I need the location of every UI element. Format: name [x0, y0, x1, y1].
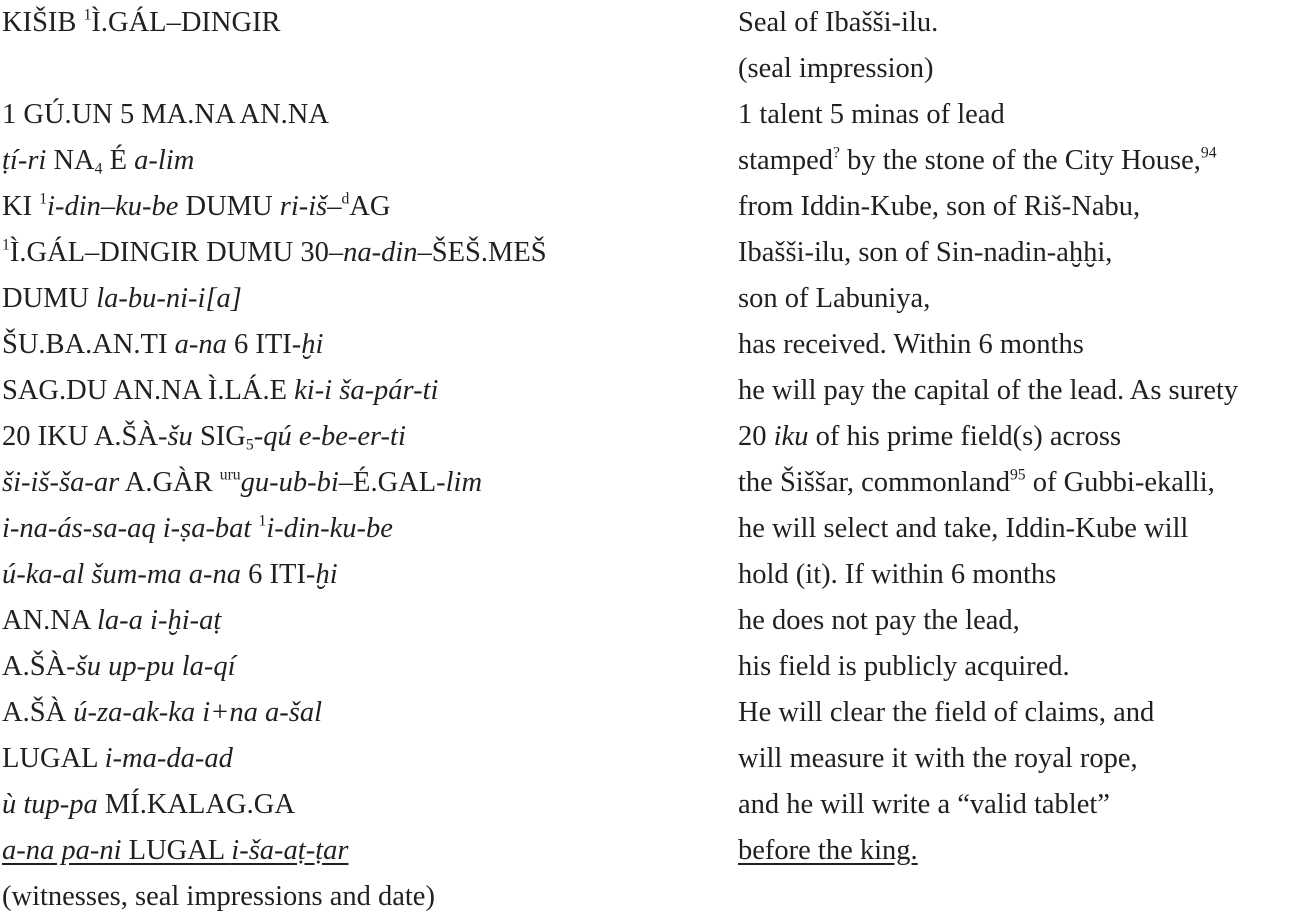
text: 6 ITI-	[226, 329, 302, 360]
translit-line-9	[2, 368, 722, 414]
translit-line-15	[2, 644, 722, 690]
translation-line-5: from Iddin-Kube, son of Riš-Nabu,	[738, 191, 1141, 222]
translation-line-8: has received. Within 6 months	[738, 329, 1084, 360]
italic-text: šu	[167, 421, 193, 452]
text: ŠU.BA.AN.TI	[2, 329, 175, 360]
translit-line-8	[2, 322, 722, 368]
italic-text: ḫi	[315, 559, 338, 590]
text: Ì.GÁL–DINGIR	[91, 7, 281, 38]
text: stamped	[738, 145, 833, 176]
italic-text: ṭí-ri	[2, 145, 47, 176]
italic-text: ù tup-pa	[2, 789, 98, 820]
italic-text: la-bu-ni-i[a]	[96, 283, 242, 314]
translit-line-16	[2, 690, 722, 736]
translation-line-13: hold (it). If within 6 months	[738, 559, 1057, 590]
italic-text: ši-iš-ša-ar	[2, 467, 120, 498]
italic-text: a-lim	[134, 145, 195, 176]
superscript: uru	[219, 466, 241, 484]
text: LUGAL	[2, 743, 105, 774]
italic-text: ki-i ša-pár-ti	[294, 375, 439, 406]
text: (witnesses, seal impressions and date)	[2, 881, 435, 912]
translation-line-14: he does not pay the lead,	[738, 605, 1020, 636]
translation-line-12: he will select and take, Iddin-Kube will	[738, 513, 1189, 544]
translit-line-14	[2, 598, 722, 644]
superscript: 1	[258, 512, 267, 530]
text: 20 IKU A.ŠÀ-	[2, 421, 168, 452]
italic-text: ḫi	[301, 329, 324, 360]
superscript: 1	[2, 236, 10, 254]
translation-line-2: (seal impression)	[738, 53, 934, 84]
text: 20	[738, 421, 774, 452]
italic-text: i-na-ás-sa-aq i-ṣa-bat	[2, 513, 259, 544]
italic-text: i-din-ku-be	[266, 513, 393, 544]
italic-text: qú e-be-er-ti	[263, 421, 406, 452]
footnote-mark: 95	[1009, 466, 1026, 484]
translation-line-4	[738, 138, 1311, 184]
translit-line-18	[2, 782, 722, 828]
superscript: d	[341, 190, 350, 208]
text: MÍ.KALAG.GA	[97, 789, 295, 820]
translation-line-1: Seal of Ibašši-ilu.	[738, 7, 939, 38]
text: -	[253, 421, 264, 452]
translation-column	[738, 0, 1311, 874]
text: KI	[2, 191, 40, 222]
italic-text: šu up-pu la-qí	[75, 651, 236, 682]
transliteration-column	[2, 0, 722, 920]
text: NA	[46, 145, 95, 176]
italic-text: a-na	[174, 329, 227, 360]
text: –	[327, 191, 342, 222]
translit-line-10	[2, 414, 722, 460]
italic-text: i-din–ku-be	[47, 191, 179, 222]
subscript: 4	[94, 160, 103, 178]
translation-line-9: he will pay the capital of the lead. As surety	[738, 375, 1239, 406]
translit-line-6	[2, 230, 722, 276]
italic-text: ú-za-ak-ka i+na a-šal	[73, 697, 323, 728]
italic-text: lim	[445, 467, 483, 498]
translation-line-3: 1 talent 5 minas of lead	[738, 99, 1005, 130]
italic-text: la-a i-ḫi-aṭ	[97, 605, 222, 636]
translation-line-18: and he will write a “valid tablet”	[738, 789, 1110, 820]
translit-line-11	[2, 460, 722, 506]
italic-text: gu-ub-bi	[240, 467, 339, 498]
text: 1 GÚ.UN 5 MA.NA AN.NA	[2, 99, 329, 130]
text: of Gubbi-ekalli,	[1025, 467, 1215, 498]
text: A.ŠÀ-	[2, 651, 76, 682]
text: 6 ITI-	[241, 559, 316, 590]
text: AN.NA	[2, 605, 98, 636]
text: A.GÀR	[119, 467, 220, 498]
italic-text: ú-ka-al šum-ma a-na	[2, 559, 242, 590]
text: SAG.DU AN.NA Ì.LÁ.E	[2, 375, 295, 406]
text: A.ŠÀ	[2, 697, 74, 728]
text: by the stone of the City House,	[839, 145, 1201, 176]
superscript: 1	[39, 190, 48, 208]
text: DUMU	[2, 283, 97, 314]
text: Ì.GÁL–DINGIR DUMU 30–	[9, 237, 344, 268]
text: –É.GAL-	[338, 467, 446, 498]
superscript: ?	[832, 144, 840, 162]
text: AG	[349, 191, 391, 222]
text: of his prime field(s) across	[808, 421, 1122, 452]
translation-line-19: before the king.	[738, 835, 918, 866]
text: the Šiššar, commonland	[738, 467, 1010, 498]
translation-line-11	[738, 460, 1311, 506]
translation-line-7: son of Labuniya,	[738, 283, 931, 314]
text: SIG	[192, 421, 246, 452]
translit-line-12	[2, 506, 722, 552]
italic-text: na-din	[343, 237, 418, 268]
text: KIŠIB	[2, 7, 84, 38]
translit-line-5	[2, 184, 722, 230]
translation-line-6: Ibašši-ilu, son of Sin-nadin-aḫḫi,	[738, 237, 1113, 268]
translit-line-1	[2, 0, 722, 46]
translation-line-17: will measure it with the royal rope,	[738, 743, 1138, 774]
underlined-italic-text: a-na pa-ni	[2, 835, 122, 866]
subscript: 5	[245, 436, 254, 454]
translit-line-3	[2, 92, 722, 138]
translation-line-10	[738, 414, 1311, 460]
text: É	[102, 145, 135, 176]
italic-text: i-ma-da-ad	[104, 743, 233, 774]
text: DUMU	[178, 191, 280, 222]
translit-line-4	[2, 138, 722, 184]
footnote-mark: 94	[1200, 144, 1217, 162]
translit-line-7	[2, 276, 722, 322]
translit-line-17	[2, 736, 722, 782]
underlined-italic-text: i-ša-aṭ-ṭar	[231, 835, 349, 866]
translit-line-19	[2, 828, 722, 874]
text: –ŠEŠ.MEŠ	[417, 237, 547, 268]
translation-line-16: He will clear the field of claims, and	[738, 697, 1155, 728]
italic-text: ri-iš	[279, 191, 328, 222]
translit-line-20	[2, 874, 722, 920]
blank-line	[2, 46, 722, 92]
translit-line-13	[2, 552, 722, 598]
italic-text: iku	[773, 421, 809, 452]
superscript: 1	[83, 6, 92, 24]
underlined-text: LUGAL	[121, 835, 232, 866]
translation-line-15: his field is publicly acquired.	[738, 651, 1070, 682]
